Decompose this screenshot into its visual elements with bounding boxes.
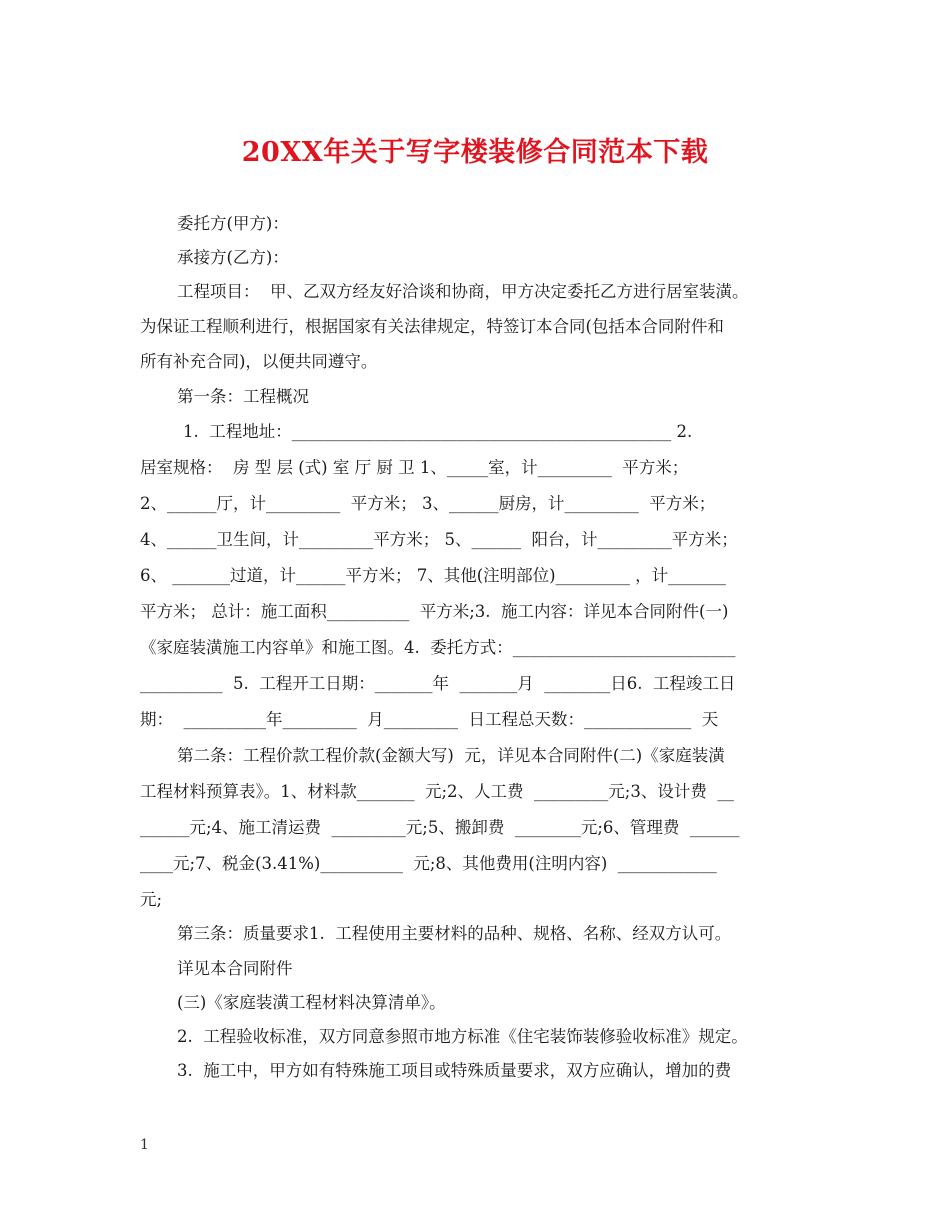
paragraph-line: 工程项目： 甲、乙双方经友好洽谈和协商，甲方决定委托乙方进行居室装潢。 bbox=[177, 282, 749, 301]
paragraph-line: 1. 工程地址：______________________________________________ 2. bbox=[183, 422, 693, 441]
section-heading: 第二条：工程价款工程价款(金额大写) 元，详见本合同附件(二)《家庭装潢 bbox=[177, 746, 725, 765]
party-a-line: 委托方(甲方)： bbox=[177, 214, 289, 233]
paragraph-line: 详见本合同附件 bbox=[177, 959, 293, 978]
paragraph-line: 4、______卫生间，计_________平方米； 5、______ 阳台，计_________平方米； bbox=[140, 530, 738, 549]
paragraph-line: 3. 施工中，甲方如有特殊施工项目或特殊质量要求，双方应确认，增加的费 bbox=[177, 1061, 732, 1080]
paragraph-line: 所有补充合同)，以便共同遵守。 bbox=[140, 352, 378, 371]
paragraph-line: __________ 5. 工程开工日期：_______年 _______月 ________日6. 工程竣工日 bbox=[140, 674, 736, 693]
page-number: 1 bbox=[140, 1137, 149, 1153]
paragraph-line: (三)《家庭装潢工程材料决算清单》。 bbox=[177, 993, 446, 1012]
paragraph-line: ______元;4、施工清运费 _________元;5、搬卸费 ________元;6、管理费 ______ bbox=[140, 818, 740, 837]
paragraph-line: 6、 _______过道，计______平方米； 7、其他(注明部位)_________ ，计_______ bbox=[140, 566, 726, 585]
paragraph-line: 居室规格： 房 型 层 (式) 室 厅 厨 卫 1、_____室，计_________ 平方米； bbox=[140, 458, 689, 477]
paragraph-line: 《家庭装潢施工内容单》和施工图。4. 委托方式：___________________________ bbox=[140, 638, 736, 657]
paragraph-line: 平方米； 总计：施工面积__________ 平方米;3. 施工内容：详见本合同附件(一) bbox=[140, 602, 729, 621]
paragraph-line: 2、______厅，计_________ 平方米； 3、______厨房，计_________ 平方米； bbox=[140, 494, 716, 513]
paragraph-line: 元; bbox=[140, 890, 163, 909]
section-heading: 第一条：工程概况 bbox=[177, 387, 309, 406]
section-heading: 第三条：质量要求1. 工程使用主要材料的品种、规格、名称、经双方认可。 bbox=[177, 924, 732, 943]
paragraph-line: ____元;7、税金(3.41%)__________ 元;8、其他费用(注明内容) ____________ bbox=[140, 854, 717, 873]
paragraph-line: 2. 工程验收标准，双方同意参照市地方标准《住宅装饰装修验收标准》规定。 bbox=[177, 1027, 748, 1046]
document-title: 20XX年关于写字楼装修合同范本下载 bbox=[241, 137, 709, 168]
paragraph-line: 期： __________年_________ 月_________ 日工程总天数：_____________ 天 bbox=[140, 710, 719, 729]
paragraph-line: 为保证工程顺利进行，根据国家有关法律规定，特签订本合同(包括本合同附件和 bbox=[140, 317, 724, 336]
party-b-line: 承接方(乙方)： bbox=[177, 248, 289, 267]
paragraph-line: 工程材料预算表》。1、材料款_______ 元;2、人工费 _________元;3、设计费 __ bbox=[140, 782, 734, 801]
